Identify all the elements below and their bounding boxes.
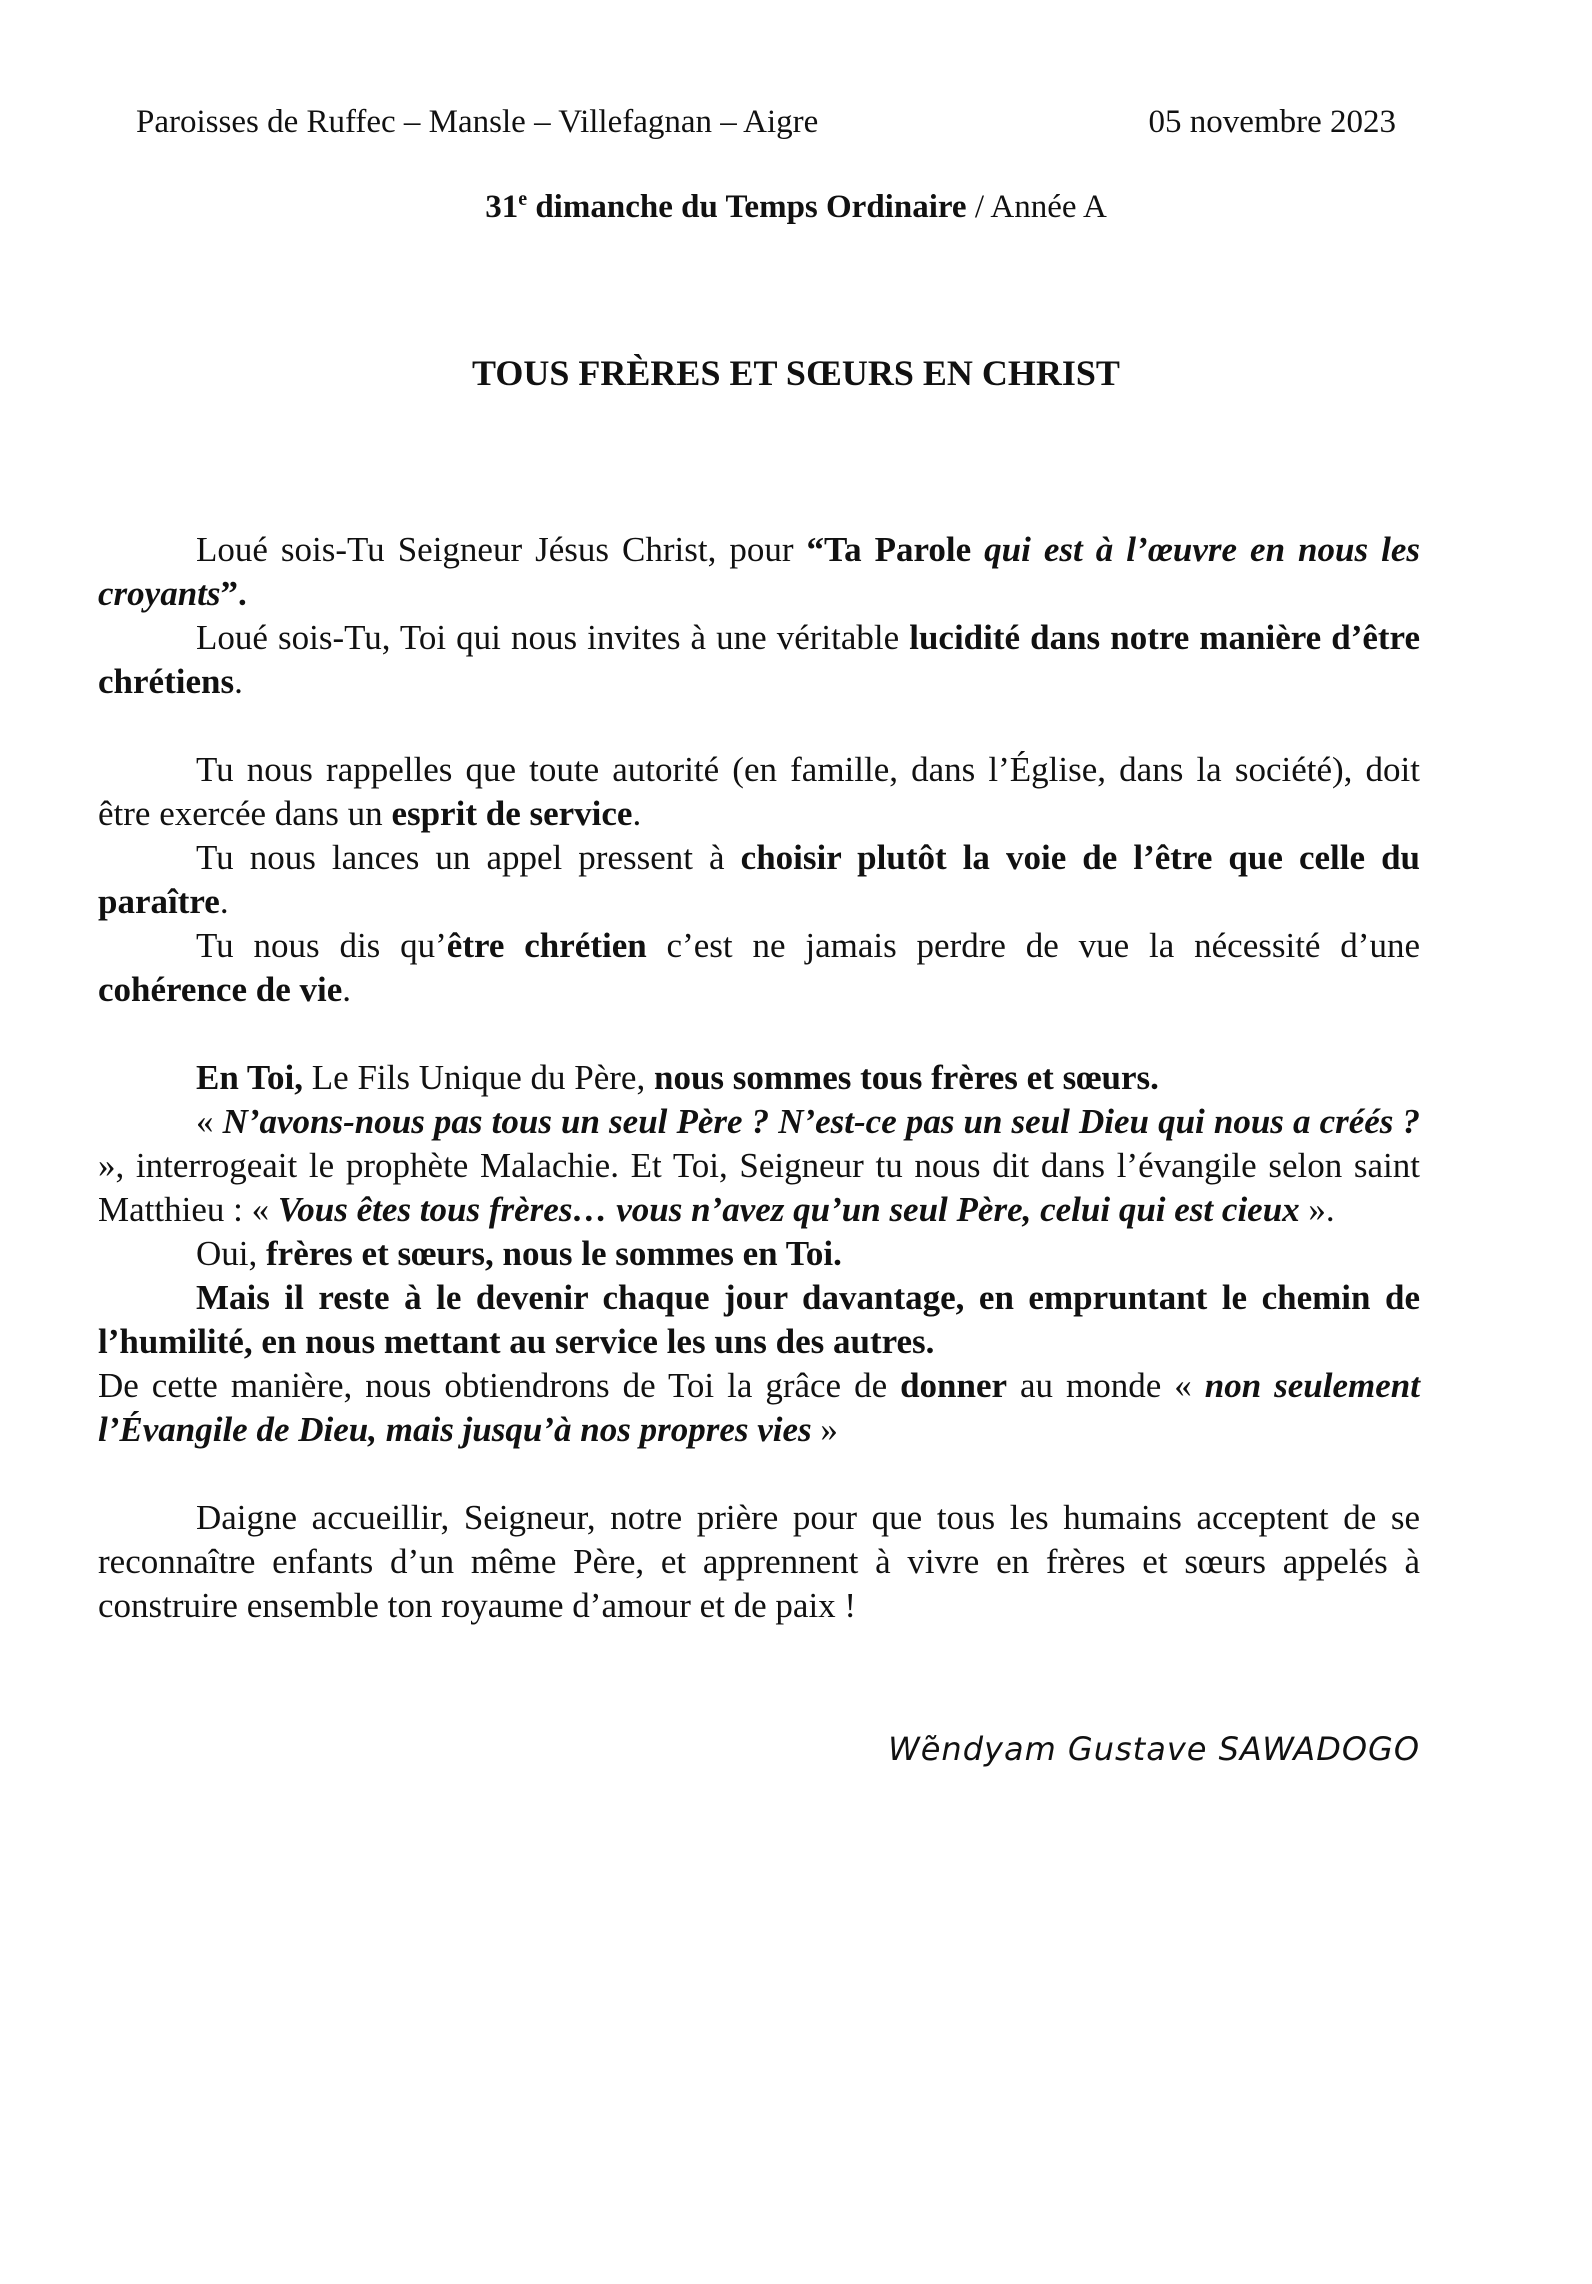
- p10-quote: non seulement l’Évangile de Dieu, mais jusqu’à nos propres vies: [98, 1366, 1420, 1449]
- prayer-body: [98, 528, 1420, 1628]
- paragraph-3: [98, 748, 1420, 836]
- p5-bold-1: être chrétien: [446, 926, 647, 965]
- sunday-name: dimanche du Temps Ordinaire: [527, 189, 967, 225]
- p10-text-2: au monde «: [1007, 1366, 1205, 1405]
- p1-close: ”.: [220, 574, 247, 613]
- paragraph-1: [98, 528, 1420, 616]
- paragraph-2: [98, 616, 1420, 704]
- paragraph-10: [98, 1364, 1420, 1452]
- paragraph-11: Daigne accueillir, Seigneur, notre prière pour que tous les humains acceptent de se reconnaître enfants d’un même Père, et apprennent à vivre en frères et sœurs appelés à construire ensemble ton royaume d’amour et de paix !: [98, 1498, 1420, 1625]
- p4-bold: choisir plutôt la voie de l’être que celle du paraître: [98, 838, 1420, 921]
- p7-end: ».: [1299, 1190, 1335, 1229]
- paragraph-5: [98, 924, 1420, 1012]
- p9-bold: Mais il reste à le devenir chaque jour davantage, en empruntant le chemin de l’humilité, en nous mettant au service les uns des autres.: [98, 1278, 1420, 1361]
- p3-text: Tu nous rappelles que toute autorité (en famille, dans l’Église, dans la société), doit être exercée dans un: [98, 750, 1420, 833]
- parishes-line: Paroisses de Ruffec – Mansle – Villefagnan – Aigre: [136, 104, 819, 140]
- p10-bold: donner: [900, 1366, 1008, 1405]
- sunday-suffix: e: [518, 188, 528, 210]
- p6-bold-2: nous sommes tous frères et sœurs.: [653, 1058, 1159, 1097]
- date: 05 novembre 2023: [1148, 104, 1396, 140]
- p2-text: Loué sois-Tu, Toi qui nous invites à une véritable: [196, 618, 910, 657]
- paragraph-9: [98, 1276, 1420, 1364]
- p4-end: .: [219, 882, 229, 921]
- p10-text: De cette manière, nous obtiendrons de Toi la grâce de: [98, 1366, 901, 1405]
- p8-bold: frères et sœurs, nous le sommes en Toi.: [266, 1234, 842, 1273]
- paragraph-8: [98, 1232, 1420, 1276]
- page-title: TOUS FRÈRES ET SŒURS EN CHRIST: [472, 353, 1120, 393]
- sunday-number: 31: [485, 189, 519, 225]
- liturgical-year: / Année A: [966, 189, 1107, 225]
- p3-end: .: [632, 794, 642, 833]
- p7-quote-matthieu: Vous êtes tous frères… vous n’avez qu’un seul Père, celui qui est cieux: [277, 1190, 1300, 1229]
- p2-end: .: [234, 662, 243, 701]
- p1-bold-italic: qui est à l’œuvre en nous les croyants: [98, 530, 1420, 613]
- p7-quote-malachie: N’avons-nous pas tous un seul Père ? N’est-ce pas un seul Dieu qui nous a créés ?: [222, 1102, 1420, 1141]
- p6-text: Le Fils Unique du Père,: [303, 1058, 654, 1097]
- liturgical-subtitle: [0, 188, 1592, 226]
- p8-text: Oui,: [196, 1234, 266, 1273]
- header: [136, 104, 1396, 141]
- p7-open-quote: «: [196, 1102, 223, 1141]
- p5-text-2: c’est ne jamais perdre de vue la nécessité d’une: [646, 926, 1420, 965]
- p6-bold-1: En Toi,: [196, 1058, 304, 1097]
- p3-bold: esprit de service: [391, 794, 633, 833]
- paragraph-7: [98, 1100, 1420, 1232]
- p1-text: Loué sois-Tu Seigneur Jésus Christ, pour: [196, 530, 807, 569]
- p5-bold-2: cohérence de vie: [98, 970, 343, 1009]
- p1-bold: “Ta Parole: [806, 530, 985, 569]
- p4-text: Tu nous lances un appel pressent à: [196, 838, 741, 877]
- paragraph-4: [98, 836, 1420, 924]
- p5-text: Tu nous dis qu’: [196, 926, 447, 965]
- signature: Wẽndyam Gustave SAWADOGO: [888, 1730, 1420, 1768]
- p5-end: .: [342, 970, 352, 1009]
- paragraph-6: [98, 1056, 1420, 1100]
- p10-end: »: [811, 1410, 838, 1449]
- p7-text: », interrogeait le prophète Malachie. Et Toi, Seigneur tu nous dit dans l’évangile selon saint Matthieu : «: [98, 1146, 1420, 1229]
- p2-bold: lucidité dans notre manière d’être chrétiens: [98, 618, 1420, 701]
